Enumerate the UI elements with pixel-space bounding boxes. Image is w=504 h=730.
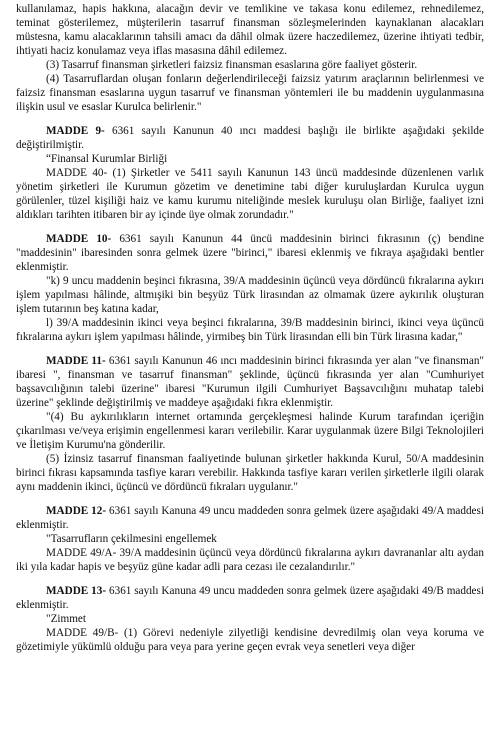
article-12-label: MADDE 12- [46, 505, 107, 517]
article-12-title: "Tasarrufların çekilmesini engellemek [46, 533, 217, 545]
article-11-text: 6361 sayılı Kanunun 46 ıncı maddesinin birinci fıkrasında yer alan "ve finansman" ibaresi ", finansman ve tasarruf finansman" şeklinde, üçüncü fıkrasında yer alan "Cumhuriyet başsavcılığının talebi üzerine" ibaresi "Kurumun ilgili Cumhuriyet Başsavcılığını muhatap talebi üzerine" şeklinde değiştirilmiş ve maddeye aşağıdaki fıkra eklenmiştir. [16, 355, 484, 409]
article-9-heading [16, 124, 484, 152]
article-11-label: MADDE 11- [46, 355, 106, 367]
article-13-title: "Zimmet [46, 613, 86, 625]
article-10-heading [16, 232, 484, 274]
article-9-title: “Finansal Kurumlar Birliği [46, 153, 168, 165]
article-13-text: 6361 sayılı Kanuna 49 uncu maddeden sonra gelmek üzere aşağıdaki 49/B maddesi eklenmiştir. [16, 585, 484, 611]
spacer [16, 114, 484, 124]
article-9-text: 6361 sayılı Kanunun 40 ıncı maddesi başlığı ile birlikte aşağıdaki şekilde değiştirilmiştir. [16, 125, 484, 151]
article-12-text: 6361 sayılı Kanuna 49 uncu maddeden sonra gelmek üzere aşağıdaki 49/A maddesi eklenmiştir. [16, 505, 484, 531]
article-10-item-k: "k) 9 uncu maddenin beşinci fıkrasına, 39/A maddesinin üçüncü veya dördüncü fıkralarına aykırı işlem yapılması hâlinde, altmışiki bin beşyüz Türk lirasından az olmamak üzere aykırılık oluşturan işlem tutarının beş katına kadar, [16, 275, 484, 315]
paragraph-clause-4: (4) Tasarruflardan oluşan fonların değerlendirileceği faizsiz yatırım araçlarının belirlenmesi ve faizsiz finansman esaslarına uygun tasarruf ve finansman yöntemleri ile bu maddenin uygulanmasına ilişkin usul ve esaslar Kurulca belirlenir." [16, 73, 484, 113]
article-12-body: MADDE 49/A- 39/A maddesinin üçüncü veya dördüncü fıkralarına aykırı davrananlar altı aydan iki yıla kadar hapis ve beşyüz güne kadar adli para cezası ile cezalandırılır." [16, 547, 484, 573]
article-9-body: MADDE 40- (1) Şirketler ve 5411 sayılı Kanunun 143 üncü maddesinde düzenlenen varlık yönetim şirketleri ile Kurumun gözetim ve denetimine tabi diğer kuruluşlardan Kurulca uygun görülenler, tüzel kişiliği haiz ve kamu kurumu niteliğinde meslek kuruluşu olan Birliğe, faaliyet izni aldıkları tarihten itibaren bir ay içinde üye olmak zorundadır." [16, 167, 484, 221]
article-13-label: MADDE 13- [46, 585, 107, 597]
article-11-clause-4: "(4) Bu aykırılıkların internet ortamında gerçekleşmesi halinde Kurum tarafından içeriğin çıkarılması ve/veya erişimin engellenmesi kararı verilebilir. Karar uygulanmak üzere Bilgi Teknolojileri ve İletişim Kurumu'na gönderilir. [16, 411, 484, 451]
article-13-body: MADDE 49/B- (1) Görevi nedeniyle zilyetliği kendisine devredilmiş olan veya koruma ve gözetimiyle yükümlü olduğu para veya para yerine geçen evrak veya senetleri veya diğer [16, 627, 484, 653]
article-11-heading [16, 354, 484, 410]
spacer [16, 574, 484, 584]
spacer [16, 494, 484, 504]
article-12-heading [16, 504, 484, 532]
article-10-text: 6361 sayılı Kanunun 44 üncü maddesinin birinci fıkrasının (ç) bendine "maddesinin" ibaresinden sonra gelmek üzere "birinci," ibaresi eklenmiş ve fıkraya aşağıdaki bentler eklenmiştir. [16, 233, 484, 273]
article-10-label: MADDE 10- [46, 233, 112, 245]
article-9-label: MADDE 9- [46, 125, 105, 137]
article-11-clause-5: (5) İzinsiz tasarruf finansman faaliyetinde bulunan şirketler hakkında Kurul, 50/A maddesinin birinci fıkrası kapsamında tasfiye kararı verebilir. Hakkında tasfiye kararı verilen şirketlerle ilgili olarak aynı maddenin ikinci, üçüncü ve dördüncü fıkraları uygulanır." [16, 453, 484, 493]
spacer [16, 222, 484, 232]
paragraph-clause-3: (3) Tasarruf finansman şirketleri faizsiz finansman esaslarına göre faaliyet gösterir. [46, 59, 418, 71]
paragraph-continuation: kullanılamaz, hapis hakkına, alacağın devir ve temlikine ve takasa konu edilemez, rehnedilemez, teminat gösterilemez, müşterilerin tasarruf finansman sözleşmelerinden kaynaklanan alacakları müstesna, kamu alacaklarının tahsili amacı da dâhil olmak üzere haczedilemez, üzerine ihtiyati tedbir, ihtiyati haciz konulamaz veya iflas masasına dâhil edilemez. [16, 3, 484, 57]
article-10-item-l: l) 39/A maddesinin ikinci veya beşinci fıkralarına, 39/B maddesinin birinci, ikinci veya üçüncü fıkralarına aykırı işlem yapılması hâlinde, yirmibeş bin Türk lirasından elli bin Türk lirasına kadar," [16, 317, 484, 343]
spacer [16, 344, 484, 354]
article-13-heading [16, 584, 484, 612]
